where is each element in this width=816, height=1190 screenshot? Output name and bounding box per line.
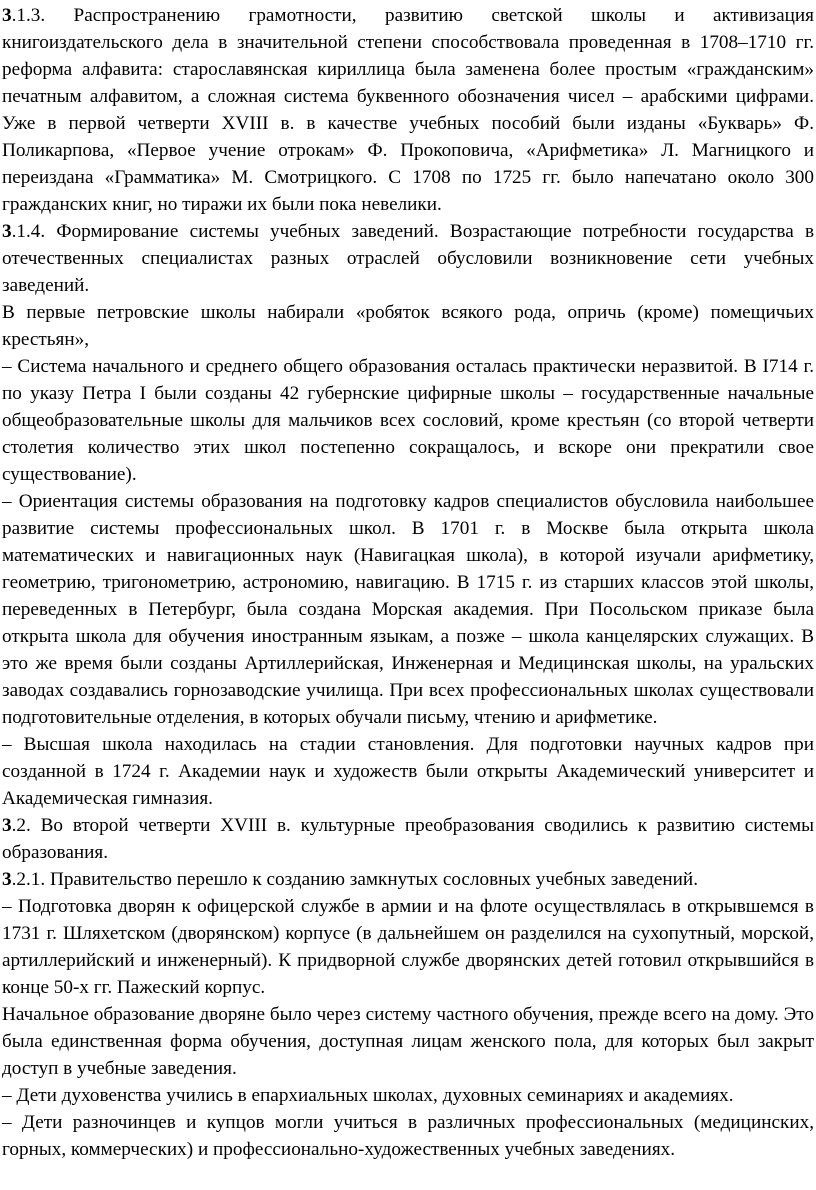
paragraph-1-4 xyxy=(2,218,814,299)
paragraph-2-1 xyxy=(2,866,814,893)
paragraph-nobility-training xyxy=(2,893,814,1001)
paragraph-1-3 xyxy=(2,2,814,218)
paragraph-text: .1.4. Формирование системы учебных заведений. Возрастающие потребности государства в отечественных специалистах разных отраслей обусловили возникновение сети учебных заведений. xyxy=(2,221,814,296)
paragraph-text: – Ориентация системы образования на подготовку кадров специалистов обусловила наибольшее развитие системы профессиональных школ. В 1701 г. в Москве была открыта школа математических и навигационных наук (Навигацкая школа), в которой изучали арифметику, геометрию, тригонометрию, астрономию, навигацию. В 1715 г. из старших классов этой школы, переведенных в Петербург, была создана Морская академия. При Посольском приказе была открыта школа для обучения иностранным языкам, а позже – школа канцелярских служащих. В это же время были созданы Артиллерийская, Инженерная и Медицинская школы, на уральских заводах создавались горнозаводские училища. При всех профессиональных школах существовали подготовительные отделения, в которых обучали письму, чтению и арифметике. xyxy=(2,491,814,728)
paragraph-higher-school xyxy=(2,731,814,812)
paragraph-professional-schools xyxy=(2,488,814,731)
section-number: 3 xyxy=(2,869,12,890)
paragraph-first-schools xyxy=(2,299,814,353)
paragraph-text: – Высшая школа находилась на стадии становления. Для подготовки научных кадров при созданной в 1724 г. Академии наук и художеств были открыты Академический университет и Академическая гимназия. xyxy=(2,734,814,809)
paragraph-text: В первые петровские школы набирали «робяток всякого рода, опричь (кроме) помещичьих крестьян», xyxy=(2,302,814,350)
paragraph-text: – Дети разночинцев и купцов могли учиться в различных профессиональных (медицинских, горных, коммерческих) и профессионально-художественных учебных заведениях. xyxy=(2,1112,814,1160)
paragraph-text: .1.3. Распространению грамотности, развитию светской школы и активизация книгоиздательского дела в значительной степени способствовала проведенная в 1708–1710 гг. реформа алфавита: старославянская кириллица была заменена более простым «гражданским» печатным алфавитом, а сложная система буквенного обозначения чисел – арабскими цифрами. Уже в первой четверти XVIII в. в качестве учебных пособий были изданы «Букварь» Ф. Поликарпова, «Первое учение отрокам» Ф. Прокоповича, «Арифметика» Л. Магницкого и переиздана «Грамматика» М. Смотрицкого. С 1708 по 1725 гг. было напечатано около 300 гражданских книг, но тиражи их были пока невелики. xyxy=(2,5,814,215)
paragraph-text: – Дети духовенства учились в епархиальных школах, духовных семинариях и академиях. xyxy=(2,1085,734,1106)
section-number: 3 xyxy=(2,221,12,242)
section-number: 3 xyxy=(2,5,12,26)
section-number: 3 xyxy=(2,815,12,836)
paragraph-general-education xyxy=(2,353,814,488)
paragraph-text: .2.1. Правительство перешло к созданию замкнутых сословных учебных заведений. xyxy=(11,869,698,890)
paragraph-text: .2. Во второй четверти XVIII в. культурные преобразования сводились к развитию системы образования. xyxy=(2,815,814,863)
paragraph-clergy-children xyxy=(2,1082,814,1109)
paragraph-text: Начальное образование дворяне было через систему частного обучения, прежде всего на дому. Это была единственная форма обучения, доступная лицам женского пола, для которых был закрыт доступ в учебные заведения. xyxy=(2,1004,814,1079)
paragraph-2 xyxy=(2,812,814,866)
paragraph-private-education xyxy=(2,1001,814,1082)
paragraph-text: – Подготовка дворян к офицерской службе в армии и на флоте осуществлялась в открывшемся в 1731 г. Шляхетском (дворянском) корпусе (в дальнейшем он разделился на сухопутный, морской, артиллерийский и инженерный). К придворной службе дворянских детей готовил открывшийся в конце 50-х гг. Пажеский корпус. xyxy=(2,896,814,998)
paragraph-text: – Система начального и среднего общего образования осталась практически неразвитой. В I714 г. по указу Петра I были созданы 42 губернские цифирные школы – государственные начальные общеобразовательные школы для мальчиков всех сословий, кроме крестьян (со второй четверти столетия количество этих школ постепенно сокращалось, и вскоре они прекратили свое существование). xyxy=(2,356,814,485)
paragraph-commoner-children xyxy=(2,1109,814,1163)
